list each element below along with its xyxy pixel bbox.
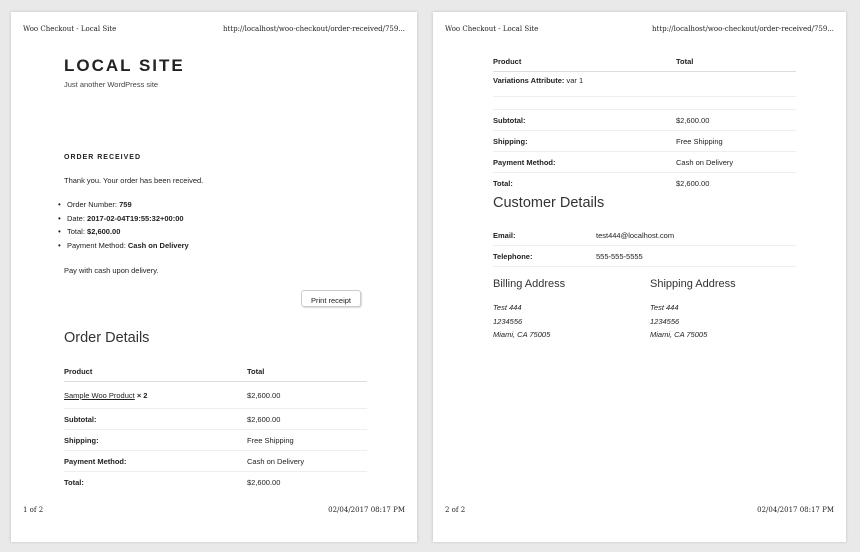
telephone-label: Telephone: xyxy=(493,246,596,267)
table-row xyxy=(493,97,796,110)
total-label: Total: xyxy=(493,178,513,188)
billing-address: Test 444 1234556 Miami, CA 75005 xyxy=(493,303,551,339)
email-value: test444@localhost.com xyxy=(596,225,796,246)
table-row xyxy=(493,110,796,131)
table-row xyxy=(64,409,367,430)
page-footer-number: 1 of 2 xyxy=(23,506,44,514)
table-row xyxy=(493,225,796,246)
email-label: Email: xyxy=(493,225,596,246)
site-title[interactable]: LOCAL SITE xyxy=(64,56,185,75)
total-label: Total: xyxy=(64,477,84,487)
overview-payment-method: • Payment Method: Cash on Delivery xyxy=(67,239,189,253)
print-page-2 xyxy=(433,12,846,542)
print-page-1 xyxy=(11,12,417,542)
page-footer-date: 02/04/2017 08:17 PM xyxy=(328,506,405,514)
table-row xyxy=(64,472,367,493)
shipping-address-title: Shipping Address xyxy=(650,278,736,290)
table-row xyxy=(64,430,367,451)
col-total: Total xyxy=(247,361,367,382)
total-value: $2,600.00 xyxy=(247,477,281,487)
shipping-label: Shipping: xyxy=(493,131,676,152)
col-product: Product xyxy=(493,51,676,72)
table-row xyxy=(64,451,367,472)
overview-date: • Date: 2017-02-04T19:55:32+00:00 xyxy=(67,212,189,226)
shipping-address: Test 444 1234556 Miami, CA 75005 xyxy=(650,303,708,339)
product-link[interactable]: Sample Woo Product xyxy=(64,390,135,400)
order-details-table xyxy=(64,361,367,492)
customer-details-title: Customer Details xyxy=(493,195,605,211)
total-value: $2,600.00 xyxy=(676,178,710,188)
telephone-value: 555-555-5555 xyxy=(596,246,796,267)
order-received-heading: ORDER RECEIVED xyxy=(64,154,142,161)
product-quantity: × 2 xyxy=(136,390,148,400)
overview-total: • Total: $2,600.00 xyxy=(67,225,189,239)
payment-method-value: Cash on Delivery xyxy=(676,152,796,173)
site-tagline: Just another WordPress site xyxy=(64,80,159,89)
table-row xyxy=(493,173,796,194)
order-overview xyxy=(57,198,189,252)
page-header-url: http://localhost/woo-checkout/order-received/759... xyxy=(222,25,405,33)
subtotal-value: $2,600.00 xyxy=(247,409,367,430)
variation-label: Variations Attribute: xyxy=(493,76,565,85)
table-row xyxy=(493,131,796,152)
page-header-url: http://localhost/woo-checkout/order-received/759... xyxy=(651,25,834,33)
page-footer-date: 02/04/2017 08:17 PM xyxy=(757,506,834,514)
thank-you-message: Thank you. Your order has been received. xyxy=(64,176,204,185)
table-row xyxy=(493,72,796,97)
payment-method-label: Payment Method: xyxy=(493,152,676,173)
order-details-title: Order Details xyxy=(64,330,150,346)
product-total: $2,600.00 xyxy=(247,382,367,409)
subtotal-label: Subtotal: xyxy=(64,409,247,430)
table-row xyxy=(493,246,796,267)
subtotal-label: Subtotal: xyxy=(493,110,676,131)
customer-details-table xyxy=(493,225,796,267)
shipping-label: Shipping: xyxy=(64,430,247,451)
subtotal-value: $2,600.00 xyxy=(676,110,796,131)
page-header-title: Woo Checkout - Local Site xyxy=(445,25,539,33)
table-row xyxy=(64,382,367,409)
payment-method-value: Cash on Delivery xyxy=(247,451,367,472)
page-header-title: Woo Checkout - Local Site xyxy=(23,25,117,33)
payment-method-label: Payment Method: xyxy=(64,451,247,472)
page-footer-number: 2 of 2 xyxy=(445,506,466,514)
variation-value: var 1 xyxy=(566,76,584,85)
table-row xyxy=(493,152,796,173)
overview-order-number: • Order Number: 759 xyxy=(67,198,189,212)
order-details-table-continued xyxy=(493,51,796,193)
col-total: Total xyxy=(676,51,796,72)
payment-note: Pay with cash upon delivery. xyxy=(64,266,159,275)
print-receipt-button[interactable]: Print receipt xyxy=(301,290,361,307)
billing-address-title: Billing Address xyxy=(493,278,566,290)
shipping-value: Free Shipping xyxy=(676,131,796,152)
col-product: Product xyxy=(64,361,247,382)
shipping-value: Free Shipping xyxy=(247,430,367,451)
